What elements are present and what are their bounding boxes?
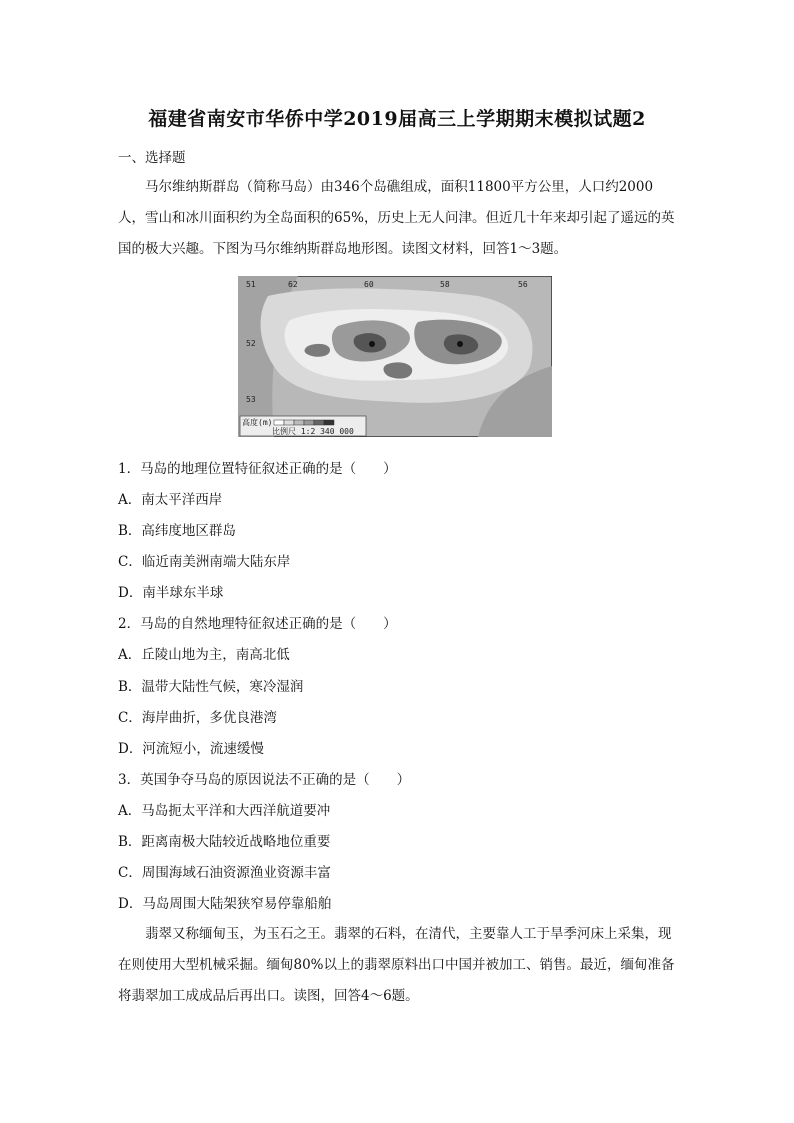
lon-label-56: 56 xyxy=(518,280,528,289)
question-1-option-c: C．临近南美洲南端大陆东岸 xyxy=(118,554,291,570)
section-heading: 一、选择题 xyxy=(118,150,186,166)
map-figure xyxy=(238,276,552,437)
intro-paragraph: 马尔维纳斯群岛（简称马岛）由346个岛礁组成，面积11800平方公里，人口约2000人，雪山和冰川面积约为全岛面积的65%，历史上无人问津。但近几十年来却引起了遥远的英国的极大兴趣。下图为马尔维纳斯群岛地形图。读图文材料，回答1～3题。 xyxy=(118,179,675,257)
question-2-option-b: B．温带大陆性气候，寒冷湿润 xyxy=(118,679,304,695)
question-1-option-a: A．南太平洋西岸 xyxy=(118,492,223,508)
legend-label: 高度(m) xyxy=(242,418,273,427)
question-3-option-c: C．周围海域石油资源渔业资源丰富 xyxy=(118,865,331,881)
scale-label: 比例尺 1:2 340 000 xyxy=(272,427,354,436)
terrain-map xyxy=(238,276,552,437)
lat-label-53: 53 xyxy=(246,395,256,404)
lon-label-58: 58 xyxy=(440,280,450,289)
question-3-option-a: A．马岛扼太平洋和大西洋航道要冲 xyxy=(118,803,331,819)
page-title: 福建省南安市华侨中学2019届高三上学期期末模拟试题2 xyxy=(148,108,646,130)
question-1-option-d: D．南半球东半球 xyxy=(118,585,224,601)
question-2-option-a: A．丘陵山地为主，南高北低 xyxy=(118,647,290,663)
question-2-option-c: C．海岸曲折，多优良港湾 xyxy=(118,710,277,726)
question-1-option-b: B．高纬度地区群岛 xyxy=(118,523,236,539)
jade-paragraph: 翡翠又称缅甸玉，为玉石之王。翡翠的石料，在清代，主要靠人工于旱季河床上采集，现在则使用大型机械采掘。缅甸80%以上的翡翠原料出口中国并被加工、销售。最近，缅甸准备将翡翠加工成成品后再出口。读图，回答4～6题。 xyxy=(118,926,675,1004)
lon-label-51: 51 xyxy=(246,280,256,289)
question-1-stem: 1．马岛的地理位置特征叙述正确的是（ ） xyxy=(118,461,397,477)
lon-label-62: 62 xyxy=(288,280,298,289)
question-3-option-d: D．马岛周围大陆架狭窄易停靠船舶 xyxy=(118,896,332,912)
lon-label-60: 60 xyxy=(364,280,374,289)
question-2-option-d: D．河流短小，流速缓慢 xyxy=(118,741,264,757)
lat-label-52: 52 xyxy=(246,339,256,348)
question-3-option-b: B．距离南极大陆较近战略地位重要 xyxy=(118,834,331,850)
question-2-stem: 2．马岛的自然地理特征叙述正确的是（ ） xyxy=(118,616,397,632)
question-3-stem: 3．英国争夺马岛的原因说法不正确的是（ ） xyxy=(118,772,411,788)
